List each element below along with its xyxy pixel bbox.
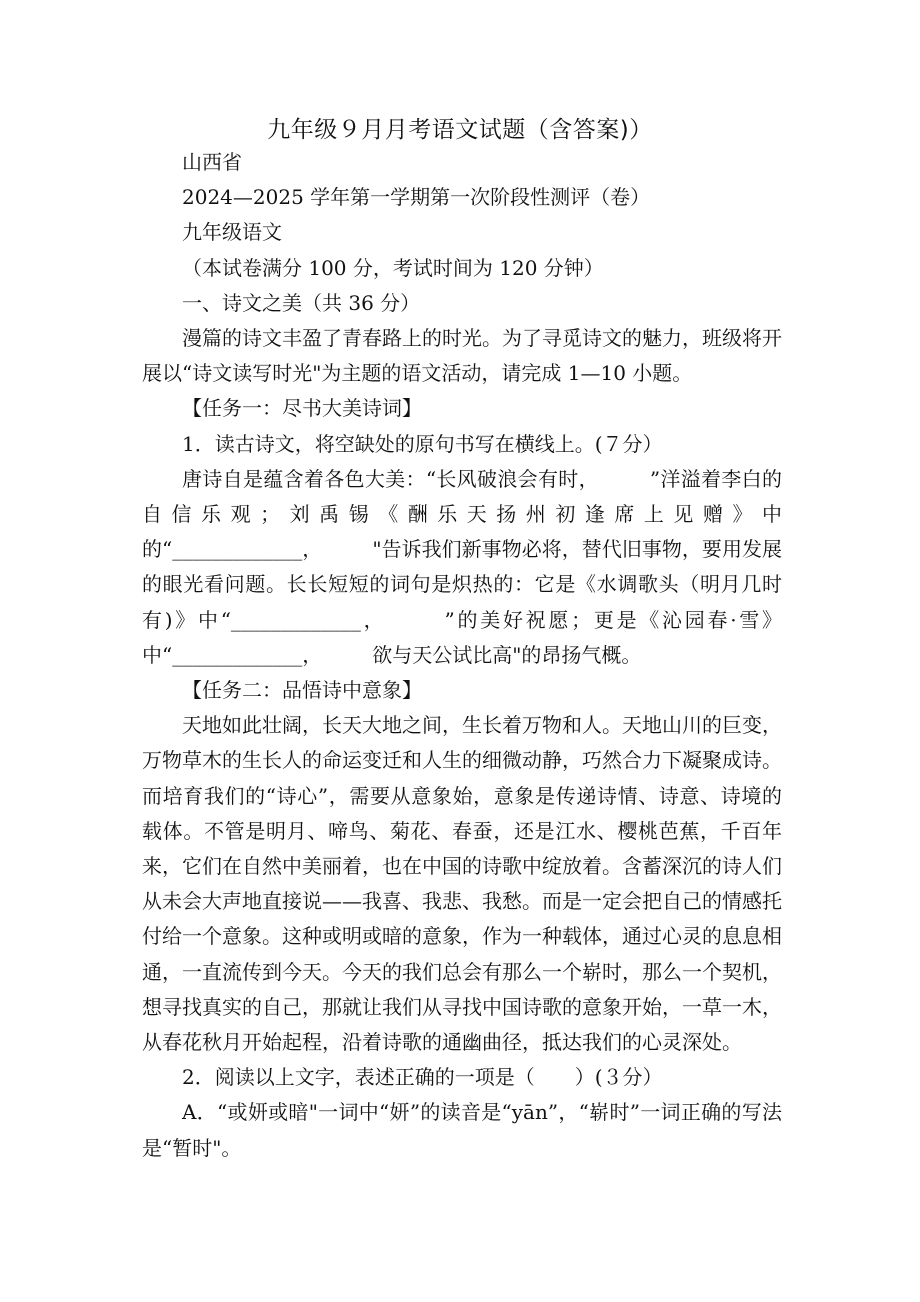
option-a: A．“或妍或暗"一词中“妍”的读音是“yān”，“崭时”一词正确的写法是“暂时"。 [142,1100,782,1160]
exam-term-line: 2024—2025 学年第一学期第一次阶段性测评（卷） [182,185,651,210]
question-1-text: 唐诗自是蕴含着各色大美：“长风破浪会有时， ”洋溢着李白的自信乐观；刘禹锡《酬乐天扬州初逢席上见赠》中的“_____________， "告诉我们新事物必将，替代旧事物，要用发展的眼光看问题。长长短短的词句是炽热的：它是《水调歌头（明月几时有)》中“_____________， ”的美好祝愿；更是《沁园春·雪》中“_____________， 欲与天公试比高"的昂扬气概。 [142,466,782,667]
exam-info-line: （本试卷满分 100 分，考试时间为 120 分钟） [182,255,604,280]
question-1: 1．读古诗文，将空缺处的原句书写在横线上。(７分） [182,431,663,456]
question-2: 2．阅读以上文字，表述正确的一项是（ ）(３分） [182,1065,663,1090]
section-heading: 一、诗文之美（共 36 分） [182,290,421,315]
reading-passage: 天地如此壮阔，长天大地之间，生长着万物和人。天地山川的巨变，万物草木的生长人的命运变迁和人生的细微动静，巧然合力下凝聚成诗。而培育我们的“诗心”，需要从意象始，意象是传递诗情、诗意、诗境的载体。不管是明月、啼鸟、菊花、春蚕，还是江水、樱桃芭蕉，千百年来，它们在自然中美丽着，也在中国的诗歌中绽放着。含蓄深沉的诗人们从未会大声地直接说——我喜、我悲、我愁。而是一定会把自己的情感托付给一个意象。这种或明或暗的意象，作为一种载体，通过心灵的息息相通，一直流传到今天。今天的我们总会有那么一个崭时，那么一个契机，想寻找真实的自己，那就让我们从寻找中国诗歌的意象开始，一草一木，从春花秋月开始起程，沿着诗歌的通幽曲径，抵达我们的心灵深处。 [142,713,782,1055]
document-title: 九年级９月月考语文试题（含答案)） [267,117,653,143]
task-two-heading: 【任务二：品悟诗中意象】 [182,678,422,703]
intro-paragraph: 漫篇的诗文丰盈了青春路上的时光。为了寻觅诗文的魅力，班级将开展以“诗文读写时光"为主题的语文活动，请完成 1—10 小题。 [142,326,782,386]
task-one-heading: 【任务一：尽书大美诗词】 [182,396,422,421]
province-line: 山西省 [182,150,242,174]
document-body [142,145,782,1166]
subject-line: 九年级语文 [182,220,282,245]
